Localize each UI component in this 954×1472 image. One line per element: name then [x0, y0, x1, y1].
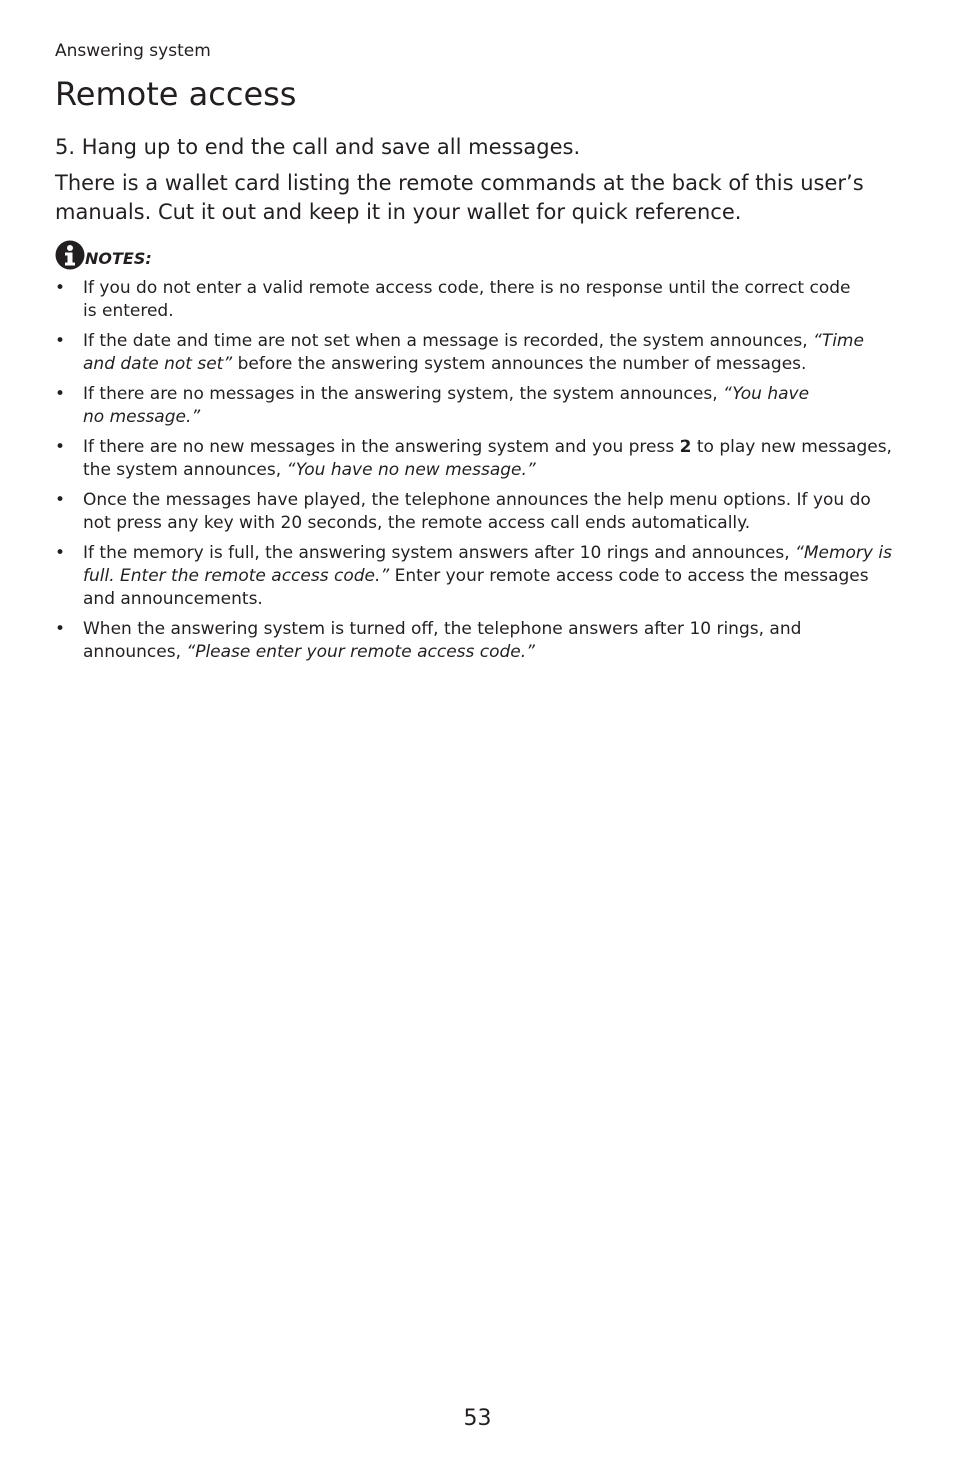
note-text: If the memory is full, the answering system answers after 10 rings and announces,: [83, 543, 796, 563]
note-text: If you do not enter a valid remote access code, there is no response until the correct code: [83, 278, 851, 298]
note-text: is entered.: [83, 301, 174, 321]
note-text: When the answering system is turned off, the telephone answers after 10 rings, and announces,: [83, 619, 802, 662]
note-text: If there are no messages in the answering system, the system announces,: [83, 384, 724, 404]
notes-label: NOTES:: [85, 249, 152, 268]
note-quote: no message.”: [83, 407, 201, 427]
step-5: 5. Hang up to end the call and save all messages.: [55, 135, 581, 159]
note-quote: “Time and date not set”: [83, 331, 864, 374]
bullet: •: [55, 331, 66, 351]
note-quote: “You have no new message.”: [286, 460, 536, 480]
notes-list: [55, 277, 900, 671]
note-item: [55, 277, 900, 323]
note-quote: “Memory is full. Enter the remote access code.”: [83, 543, 892, 586]
note-text: Once the messages have played, the telephone announces the help menu options. If you do not press any key with 20 seconds, the remote access call ends automatically.: [83, 490, 871, 533]
note-text: Enter your remote access code to access the messages and announcements.: [83, 566, 869, 609]
key-label: 2: [679, 437, 692, 457]
note-quote: “Please enter your remote access code.”: [186, 642, 535, 662]
bullet: •: [55, 619, 66, 639]
note-item: [55, 618, 900, 664]
bullet: •: [55, 490, 66, 510]
note-text: If the date and time are not set when a message is recorded, the system announces,: [83, 331, 814, 351]
note-item: [55, 542, 900, 611]
note-quote: “You have: [723, 384, 810, 404]
note-item: [55, 489, 900, 535]
note-item: [55, 330, 900, 376]
info-icon: [55, 240, 85, 270]
page-title: Remote access: [55, 75, 297, 113]
section-label: Answering system: [55, 41, 211, 61]
page-number: 53: [463, 1406, 492, 1431]
bullet: •: [55, 278, 66, 298]
bullet: •: [55, 384, 66, 404]
notes-header: [55, 236, 152, 270]
note-text: If there are no new messages in the answering system and you press: [83, 437, 680, 457]
note-item: [55, 436, 900, 482]
bullet: •: [55, 543, 66, 563]
intro-paragraph: There is a wallet card listing the remote commands at the back of this user’s manuals. Cut it out and keep it in your wallet for quick reference.: [55, 171, 864, 224]
note-item: [55, 383, 900, 429]
note-text: before the answering system announces the number of messages.: [232, 354, 807, 374]
document-page: [55, 0, 900, 1472]
note-text: to play new messages, the system announces,: [83, 437, 892, 480]
bullet: •: [55, 437, 66, 457]
